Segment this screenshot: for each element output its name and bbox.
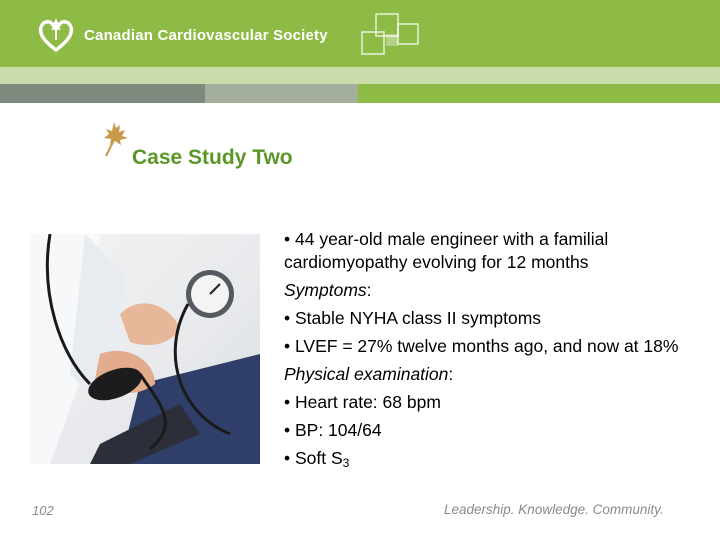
header-light-band (0, 67, 720, 84)
blood-pressure-illustration (30, 234, 260, 464)
organization-name: Canadian Cardiovascular Society (84, 27, 328, 44)
bullet-patient-profile: • 44 year-old male engineer with a familial cardiomyopathy evolving for 12 months (284, 229, 609, 272)
bullet-blood-pressure: • BP: 104/64 (284, 420, 382, 440)
bullet-soft-s3-subscript: 3 (342, 456, 350, 470)
header-mid-band (205, 84, 358, 103)
case-details (284, 228, 694, 475)
bullet-lvef: • LVEF = 27% twelve months ago, and now at 18% (284, 336, 679, 356)
slide-title: Case Study Two (132, 146, 293, 169)
bullet-heart-rate: • Heart rate: 68 bpm (284, 392, 441, 412)
exam-heading (284, 363, 694, 386)
heart-leaf-logo-icon (36, 14, 76, 54)
bullet-nyha-class: • Stable NYHA class II symptoms (284, 308, 542, 328)
symptoms-heading (284, 279, 694, 302)
header-green-band (358, 84, 720, 103)
bullet-soft-s3-text: • Soft S (284, 448, 343, 468)
footer-tagline: Leadership. Knowledge. Community. (444, 502, 664, 517)
overlapping-squares-icon (356, 12, 426, 58)
symptoms-heading-colon: : (366, 280, 372, 300)
slide-number: 102 (32, 503, 54, 518)
header-dark-band-left (0, 84, 205, 103)
header-bar (0, 0, 720, 67)
bullet-soft-s3 (284, 447, 694, 475)
blood-pressure-measurement-photo (30, 234, 260, 464)
exam-heading-colon: : (448, 364, 454, 384)
symptoms-heading-text: Symptoms (284, 280, 367, 300)
exam-heading-text: Physical examination (284, 364, 449, 384)
